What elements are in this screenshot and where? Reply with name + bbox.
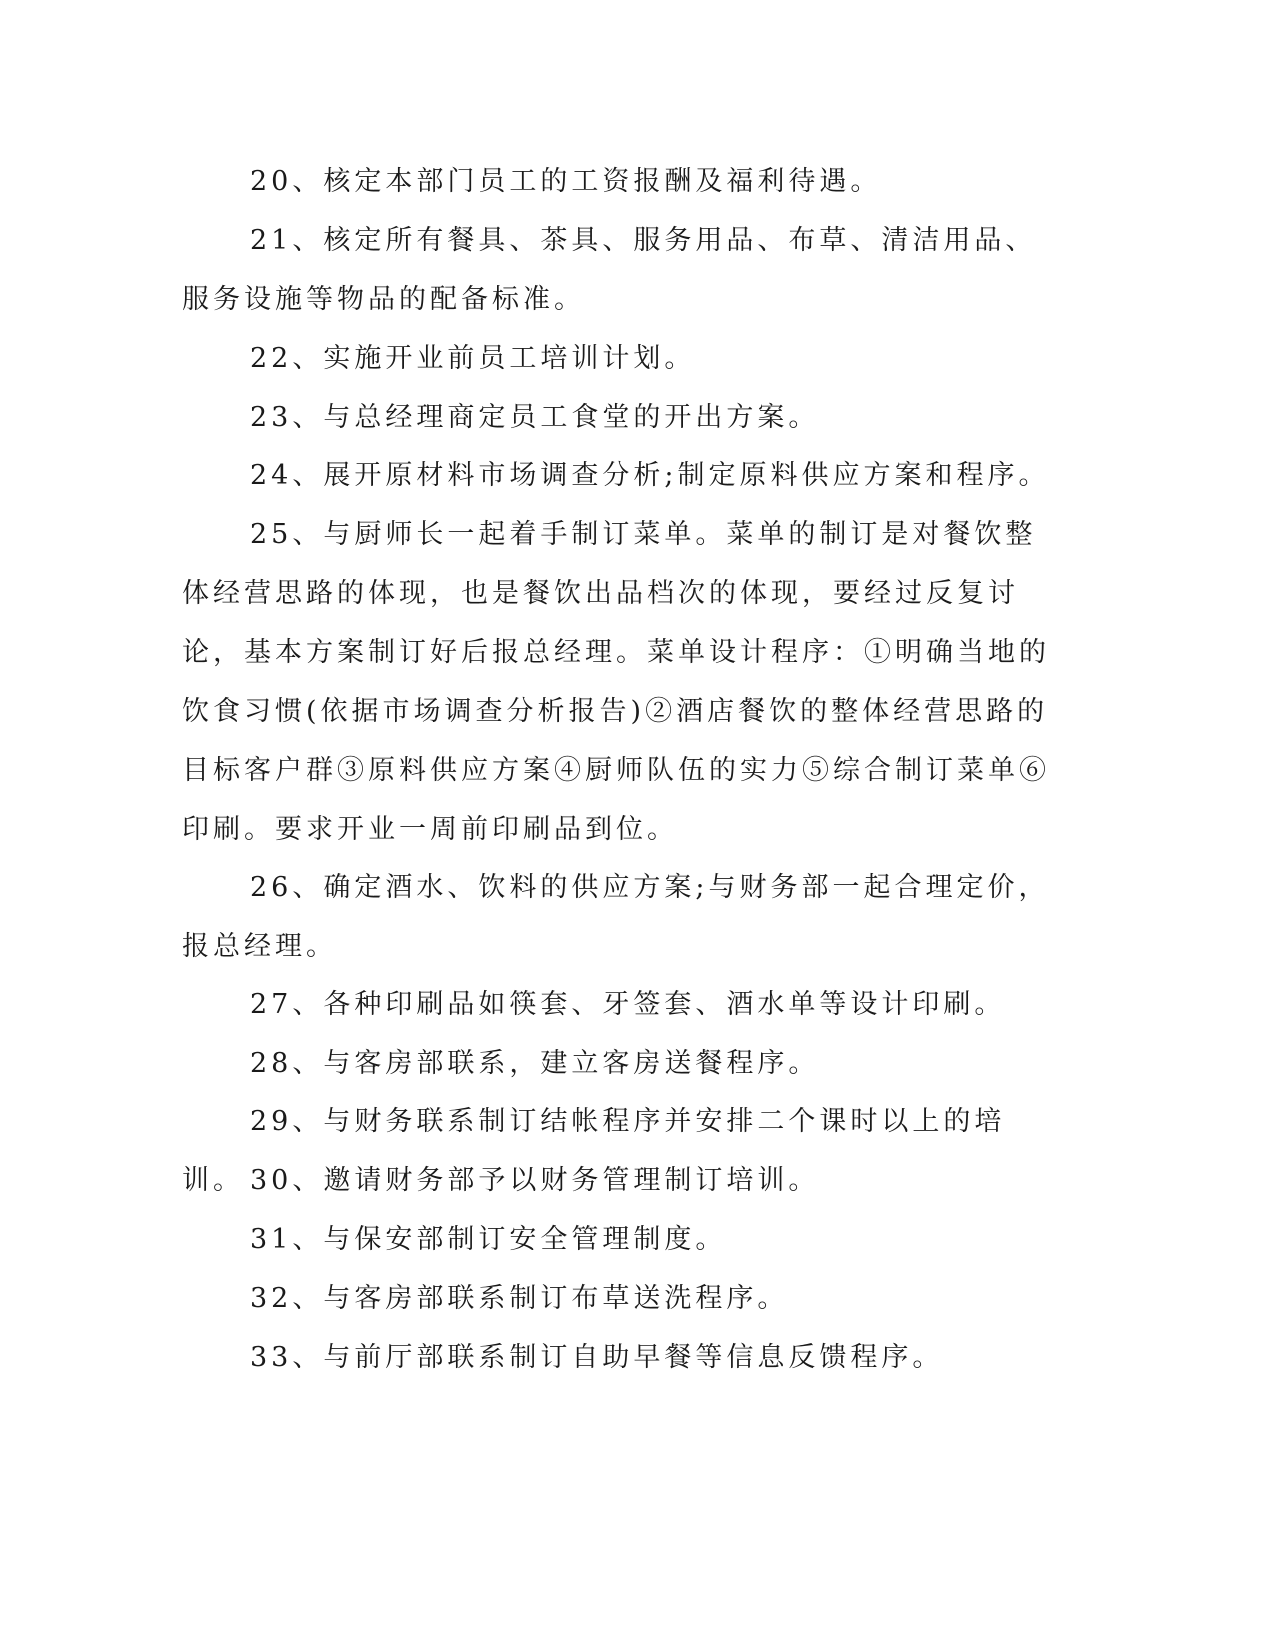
- paragraph-27: 27、各种印刷品如筷套、牙签套、酒水单等设计印刷。: [250, 989, 1006, 1020]
- paragraph-28: 28、与客房部联系，建立客房送餐程序。: [250, 1048, 820, 1079]
- paragraph-25: 25、与厨师长一起着手制订菜单。菜单的制订是对餐饮整体经营思路的体现，也是餐饮出品档次的体现，要经过反复讨论，基本方案制订好后报总经理。菜单设计程序：①明确当地的饮食习惯(依据市场调查分析报告)②酒店餐饮的整体经营思路的目标客户群③原料供应方案④厨师队伍的实力⑤综合制订菜单⑥印刷。要求开业一周前印刷品到位。: [182, 519, 1050, 845]
- paragraph-22: 22、实施开业前员工培训计划。: [250, 343, 696, 374]
- paragraph-31: 31、与保安部制订安全管理制度。: [250, 1224, 727, 1255]
- paragraph-32: 32、与客房部联系制订布草送洗程序。: [250, 1283, 789, 1314]
- paragraph-21: 21、核定所有餐具、茶具、服务用品、布草、清洁用品、服务设施等物品的配备标准。: [182, 225, 1037, 315]
- paragraph-30: 30、邀请财务部予以财务管理制订培训。: [250, 1165, 820, 1196]
- paragraph-24: 24、展开原材料市场调查分析;制定原料供应方案和程序。: [250, 460, 1050, 491]
- paragraph-33: 33、与前厅部联系制订自助早餐等信息反馈程序。: [250, 1342, 944, 1373]
- paragraph-26: 26、确定酒水、饮料的供应方案;与财务部一起合理定价，报总经理。: [182, 872, 1050, 962]
- paragraph-23: 23、与总经理商定员工食堂的开出方案。: [250, 402, 820, 433]
- paragraph-20: 20、核定本部门员工的工资报酬及福利待遇。: [250, 166, 882, 197]
- paragraph-29: 29、与财务联系制订结帐程序并安排二个课时以上的培训。: [182, 1106, 1006, 1196]
